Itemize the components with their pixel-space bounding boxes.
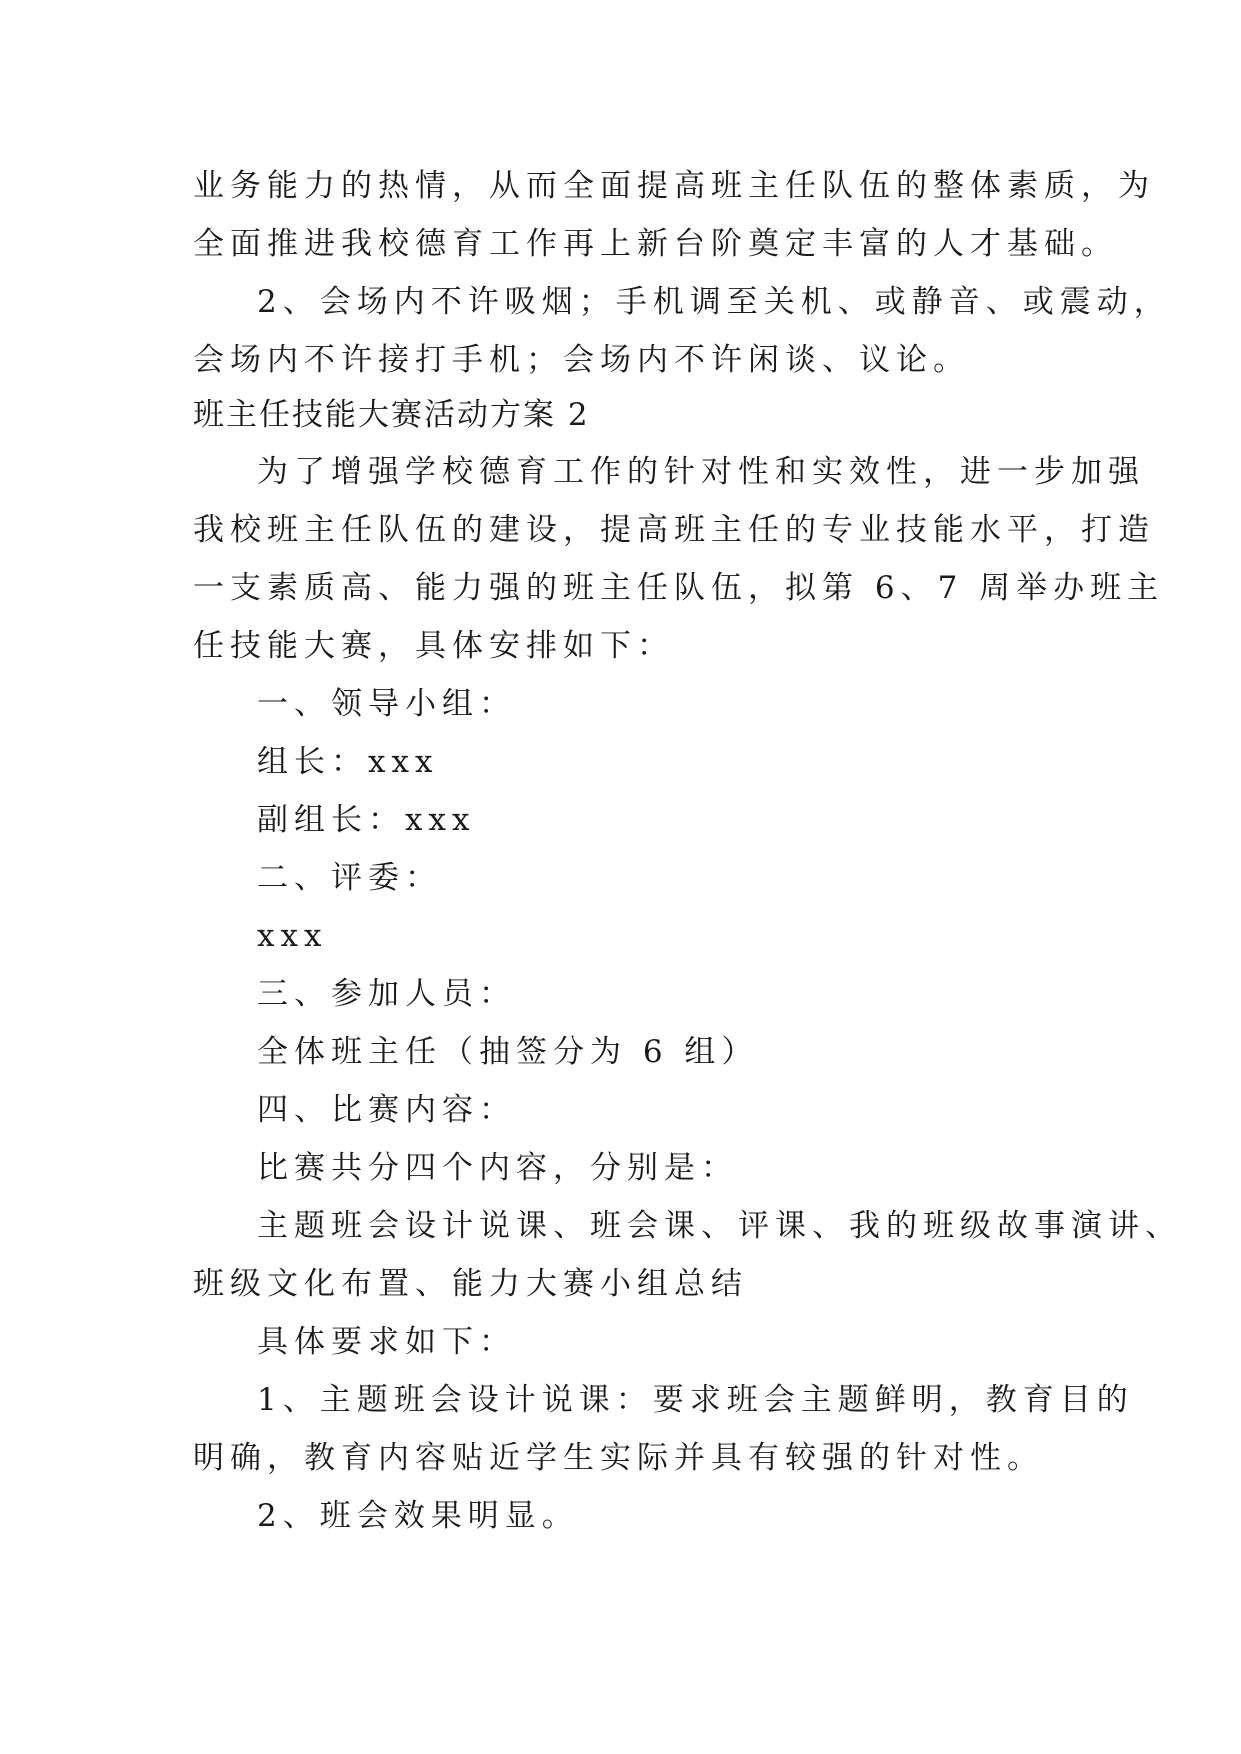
list-heading: 三、参加人员： [257,976,516,1012]
paragraph-line: 一支素质高、能力强的班主任队伍，拟第 6、7 周举办班主 [193,570,1165,606]
paragraph-line: 会场内不许接打手机；会场内不许闲谈、议论。 [193,342,970,378]
paragraph-line: 2、会场内不许吸烟；手机调至关机、或静音、或震动， [257,284,1171,320]
paragraph-line: 2、班会效果明显。 [257,1498,579,1534]
paragraph-line: 比赛共分四个内容，分别是： [257,1150,738,1186]
paragraph-line: 我校班主任队伍的建设，提高班主任的专业技能水平，打造 [193,512,1155,548]
section-heading: 班主任技能大赛活动方案 2 [193,397,590,433]
paragraph-line: 明确，教育内容贴近学生实际并具有较强的针对性。 [193,1440,1044,1476]
list-item: 组长：xxx [257,744,439,780]
paragraph-line: 任技能大赛，具体安排如下： [193,628,674,664]
list-item: 副组长：xxx [257,802,476,838]
list-item: xxx [257,918,328,954]
paragraph-line: 具体要求如下： [257,1324,516,1360]
paragraph-line: 主题班会设计说课、班会课、评课、我的班级故事演讲、 [257,1208,1182,1244]
paragraph-line: 业务能力的热情，从而全面提高班主任队伍的整体素质，为 [193,168,1155,204]
list-heading: 四、比赛内容： [257,1092,516,1128]
list-item: 全体班主任（抽签分为 6 组） [257,1034,759,1070]
paragraph-line: 班级文化布置、能力大赛小组总结 [193,1266,748,1302]
paragraph-line: 为了增强学校德育工作的针对性和实效性，进一步加强 [257,454,1145,490]
list-heading: 二、评委： [257,860,442,896]
paragraph-line: 1、主题班会设计说课：要求班会主题鲜明，教育目的 [257,1382,1134,1418]
list-heading: 一、领导小组： [257,686,516,722]
paragraph-line: 全面推进我校德育工作再上新台阶奠定丰富的人才基础。 [193,226,1118,262]
